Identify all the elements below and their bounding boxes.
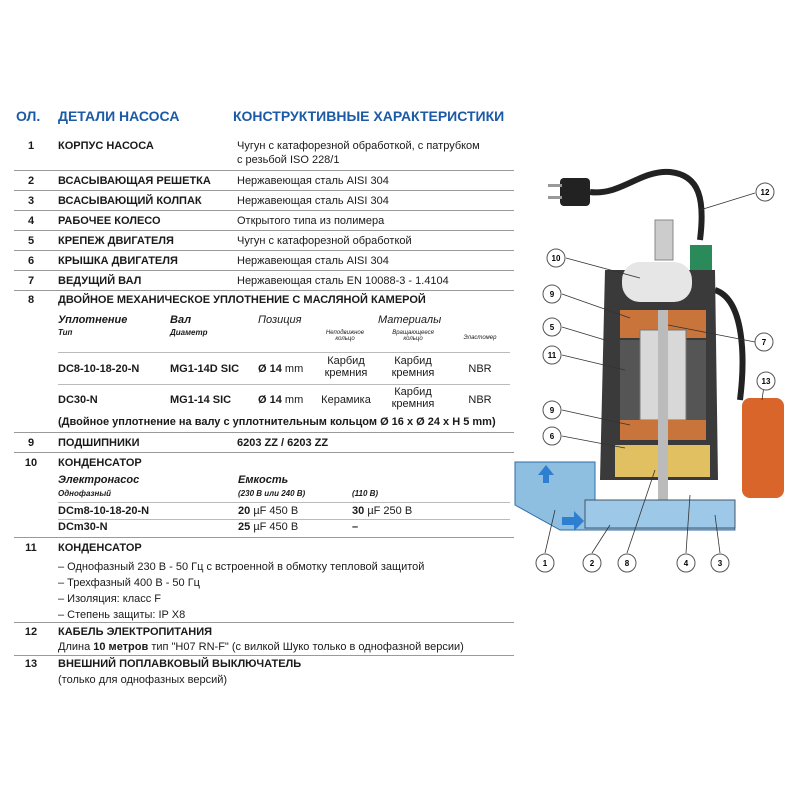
row-desc: Нержавеющая сталь AISI 304: [237, 175, 389, 187]
seal-diameter: Ø 14: [258, 394, 282, 406]
row-name: КОНДЕНСАТОР: [58, 542, 142, 554]
float-note: (только для однофазных версий): [58, 674, 228, 686]
row-name: КОРПУС НАСОСА: [58, 140, 154, 152]
shaft-header: Вал: [170, 314, 192, 326]
row-num: 7: [27, 275, 35, 287]
row-name: ВСАСЫВАЮЩАЯ РЕШЕТКА: [58, 175, 211, 187]
row-name: РАБОЧЕЕ КОЛЕСО: [58, 215, 161, 227]
svg-text:8: 8: [624, 559, 630, 568]
row-num: 3: [27, 195, 35, 207]
row-desc: Нержавеющая сталь EN 10088-3 - 1.4104: [237, 275, 449, 287]
seal-fixed-ring: Керамика: [321, 394, 371, 406]
row-num: 2: [27, 175, 35, 187]
fixed-ring-header: Неподвижное кольцо: [325, 330, 365, 342]
seal-unit: mm: [284, 394, 304, 406]
seal-elastomer: NBR: [468, 394, 492, 406]
row-num: 6: [27, 255, 35, 267]
callout-7: [755, 333, 773, 351]
seal-header: Уплотнение: [58, 314, 128, 326]
cap-value: 30: [352, 505, 365, 517]
cap-value: 20: [238, 505, 251, 517]
materials-header: Материалы: [378, 314, 442, 326]
cap-model: DCm30-N: [58, 521, 108, 533]
callout-5: [543, 318, 561, 336]
cap-pump-sub: Однофазный: [58, 489, 112, 498]
header-desc: КОНСТРУКТИВНЫЕ ХАРАКТЕРИСТИКИ: [233, 108, 505, 124]
callout-4: [677, 554, 695, 572]
seal-type: DC30-N: [58, 394, 98, 406]
seal-unit: mm: [284, 363, 304, 375]
row-num: 10: [24, 457, 38, 469]
svg-text:9: 9: [549, 290, 555, 299]
row-name: КАБЕЛЬ ЭЛЕКТРОПИТАНИЯ: [58, 626, 213, 638]
cable-desc: Длина 10 метров тип "H07 RN-F" (с вилкой Шуко только в однофазной версии): [58, 641, 464, 653]
row-desc: 6203 ZZ / 6203 ZZ: [237, 437, 329, 449]
cap-unit: µF 250 В: [367, 505, 413, 517]
callout-9: [543, 401, 561, 419]
row-num: 8: [27, 294, 35, 306]
callout-1: [536, 554, 554, 572]
svg-text:11: 11: [547, 351, 557, 360]
shaft-header-sub: Диаметр: [170, 328, 208, 337]
callout-2: [583, 554, 601, 572]
row-name: ВСАСЫВАЮЩИЙ КОЛПАК: [58, 195, 202, 207]
cap-unit: µF 450 В: [253, 521, 299, 533]
svg-text:2: 2: [589, 559, 595, 568]
seal-diameter: Ø 14: [258, 363, 282, 375]
cap-value: –: [352, 521, 359, 533]
cap-110-header: (110 В): [352, 489, 379, 498]
seal-elastomer: NBR: [468, 363, 492, 375]
cap-value: 25: [238, 521, 251, 533]
seal-shaft: MG1-14D SIC: [170, 363, 240, 375]
svg-text:13: 13: [761, 377, 771, 386]
seal-rotating-ring: Карбид кремния: [391, 355, 435, 379]
callout-12: [756, 183, 774, 201]
callout-8: [618, 554, 636, 572]
motor-bullet: – Степень защиты: IP X8: [58, 609, 186, 621]
callout-9: [543, 285, 561, 303]
svg-text:9: 9: [549, 406, 555, 415]
row-num: 4: [27, 215, 35, 227]
row-desc: Чугун с катафорезной обработкой, с патрубком: [237, 140, 480, 152]
svg-text:7: 7: [761, 338, 767, 347]
svg-text:6: 6: [549, 432, 555, 441]
seal-shaft: MG1-14 SIC: [170, 394, 232, 406]
svg-text:5: 5: [549, 323, 555, 332]
row-name: ПОДШИПНИКИ: [58, 437, 140, 449]
motor-bullet: – Трехфазный 400 В - 50 Гц: [58, 577, 200, 589]
seal-header-sub: Тип: [58, 328, 73, 337]
row-name: ДВОЙНОЕ МЕХАНИЧЕСКОЕ УПЛОТНЕНИЕ С МАСЛЯНОЙ КАМЕРОЙ: [58, 294, 426, 306]
cap-pump-header: Электронасос: [58, 474, 140, 486]
seal-fixed-ring: Карбид кремния: [324, 355, 368, 379]
elastomer-header: Эластомер: [463, 335, 497, 341]
cap-230-header: (230 В или 240 В): [238, 489, 306, 498]
row-desc: Нержавеющая сталь AISI 304: [237, 255, 389, 267]
row-desc: с резьбой ISO 228/1: [237, 154, 340, 166]
callout-6: [543, 427, 561, 445]
seal-type: DC8-10-18-20-N: [58, 363, 140, 375]
svg-text:3: 3: [717, 559, 723, 568]
svg-text:4: 4: [683, 559, 689, 568]
row-num: 11: [25, 542, 37, 554]
row-desc: Чугун с катафорезной обработкой: [237, 235, 412, 247]
row-num: 1: [27, 140, 35, 152]
motor-bullet: – Однофазный 230 В - 50 Гц с встроенной в обмотку тепловой защитой: [58, 561, 425, 573]
row-name: КРЕПЕЖ ДВИГАТЕЛЯ: [58, 235, 174, 247]
row-num: 13: [24, 658, 38, 670]
row-name: ВНЕШНИЙ ПОПЛАВКОВЫЙ ВЫКЛЮЧАТЕЛЬ: [58, 658, 302, 670]
cap-model: DCm8-10-18-20-N: [58, 505, 150, 517]
motor-bullet: – Изоляция: класс F: [58, 593, 162, 605]
row-name: ВЕДУЩИЙ ВАЛ: [58, 275, 142, 287]
callout-13: [757, 372, 775, 390]
seal-rotating-ring: Карбид кремния: [391, 386, 435, 410]
position-header: Позиция: [258, 314, 302, 326]
row-desc: Открытого типа из полимера: [237, 215, 385, 227]
seal-note: (Двойное уплотнение на валу с уплотнительным кольцом Ø 16 x Ø 24 x H 5 mm): [58, 416, 496, 428]
callout-3: [711, 554, 729, 572]
row-num: 12: [24, 626, 38, 638]
svg-text:1: 1: [542, 559, 548, 568]
cap-header: Емкость: [238, 474, 289, 486]
cap-unit: µF 450 В: [253, 505, 299, 517]
header-num: ОЛ.: [16, 108, 41, 124]
row-name: КРЫШКА ДВИГАТЕЛЯ: [58, 255, 178, 267]
rotating-ring-header: Вращающееся кольцо: [392, 330, 434, 342]
row-num: 9: [27, 437, 35, 449]
row-desc: Нержавеющая сталь AISI 304: [237, 195, 389, 207]
row-name: КОНДЕНСАТОР: [58, 457, 142, 469]
header-part: ДЕТАЛИ НАСОСА: [58, 108, 180, 124]
svg-text:12: 12: [760, 188, 770, 197]
row-num: 5: [27, 235, 35, 247]
callout-10: [547, 249, 565, 267]
svg-text:10: 10: [551, 254, 561, 263]
callout-11: [543, 346, 561, 364]
